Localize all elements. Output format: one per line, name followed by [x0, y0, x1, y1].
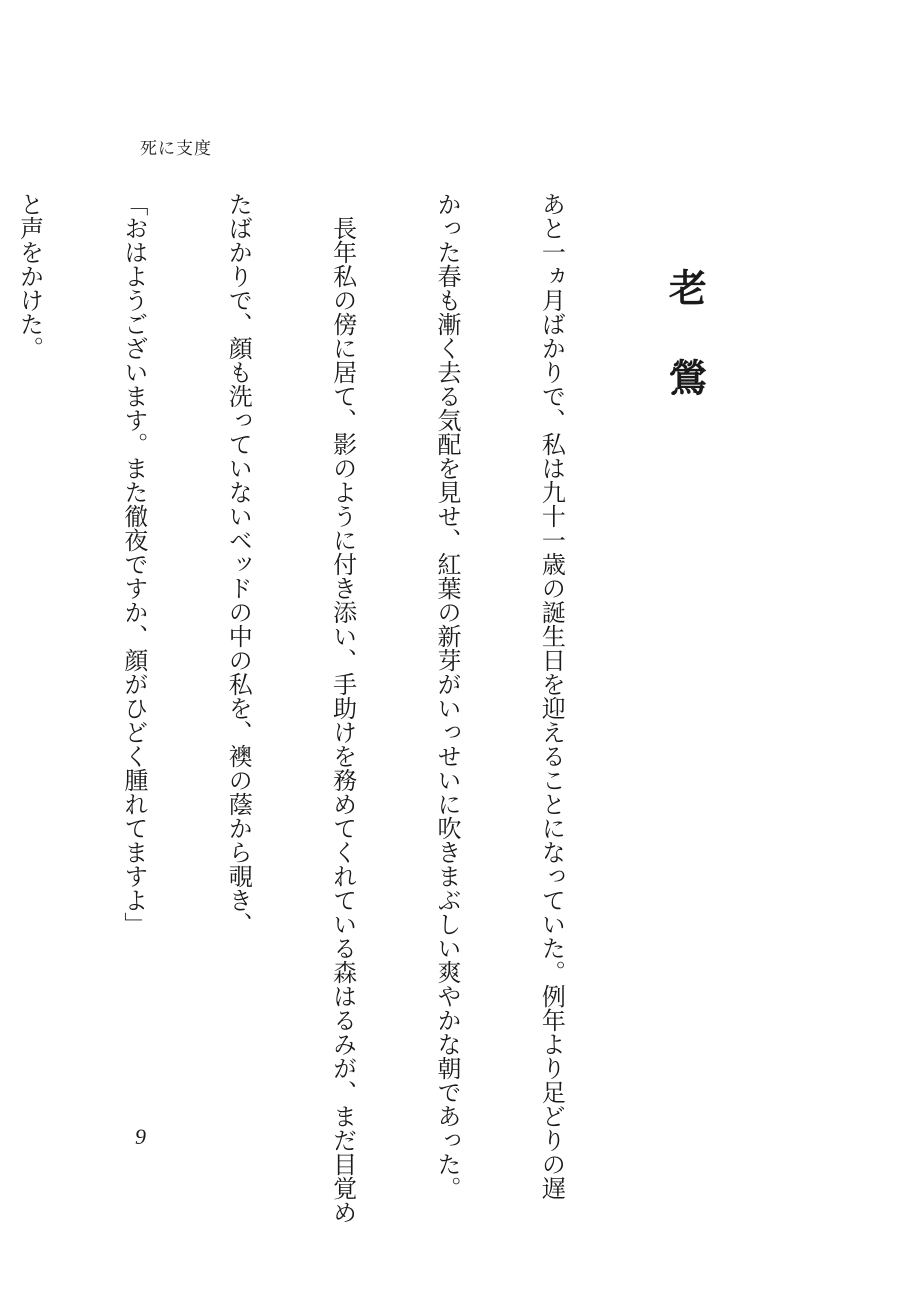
body-text [15, 192, 638, 1224]
chapter-title: 老鶯 [662, 268, 708, 448]
text-line: あと一ヵ月ばかりで、私は九十一歳の誕生日を迎えることになっていた。例年より足どりの遅 [537, 192, 566, 1200]
running-header: 死に支度 [140, 139, 212, 159]
text-line: 「おはようございます。また徹夜ですか、顔がひどく腫れてますよ」 [119, 192, 148, 936]
text-line: かった春も漸く去る気配を見せ、紅葉の新芽がいっせいに吹きまぶしい爽やかな朝であった。 [433, 192, 462, 1200]
text-line: と声をかけた。 [15, 192, 44, 360]
text-line: 長年私の傍に居て、影のように付き添い、手助けを務めてくれている森はるみが、まだ目覚め [328, 192, 357, 1224]
page-number: 9 [135, 1124, 146, 1149]
text-line: たばかりで、顔も洗っていないベッドの中の私を、襖の蔭から覗き、 [224, 192, 253, 936]
